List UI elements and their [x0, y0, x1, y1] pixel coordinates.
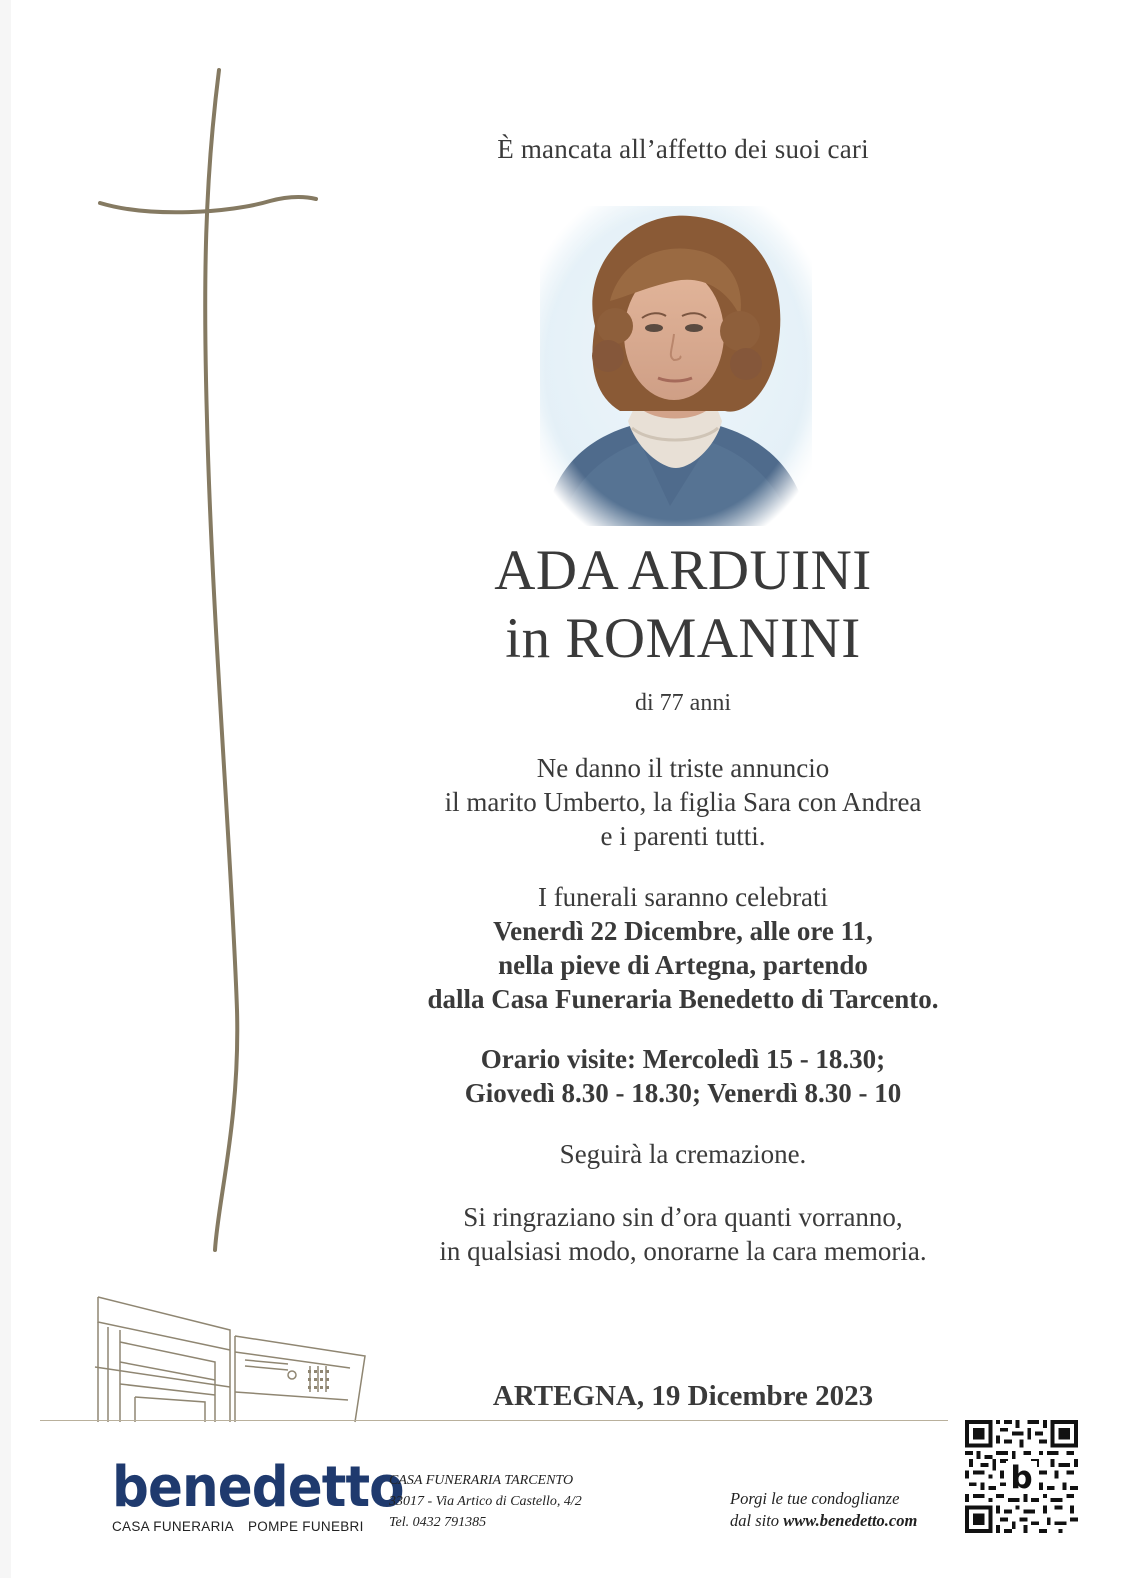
funeral-block	[340, 880, 1026, 1016]
condolence-prefix: dal sito	[730, 1511, 784, 1530]
address-line: CASA FUNERARIA TARCENTO	[389, 1473, 574, 1488]
condolence-line-2	[730, 1510, 917, 1532]
deceased-name: ADA ARDUINI	[494, 539, 872, 602]
thanks-block	[340, 1200, 1026, 1268]
address-line: 33017 - Via Artico di Castello, 4/2	[389, 1494, 582, 1509]
condolence-note	[730, 1488, 917, 1532]
benedetto-logo	[112, 1455, 429, 1534]
visit-hours-line: Orario visite: Mercoledì 15 - 18.30;	[480, 1044, 886, 1074]
announcement-line: e i parenti tutti.	[600, 821, 766, 851]
condolence-website-link[interactable]: www.benedetto.com	[783, 1511, 918, 1530]
logo-wordmark: benedetto	[112, 1455, 404, 1520]
logo-tagline-left: CASA FUNERARIA	[112, 1519, 234, 1534]
funeral-home-address	[389, 1470, 582, 1533]
funeral-detail-line: Venerdì 22 Dicembre, alle ore 11,	[493, 916, 873, 946]
logo-tagline	[112, 1519, 429, 1534]
cremation-text: Seguirà la cremazione.	[559, 1139, 807, 1169]
announcement-line: il marito Umberto, la figlia Sara con Andrea	[444, 787, 922, 817]
logo-tagline-right: POMPE FUNEBRI	[247, 1519, 364, 1534]
funeral-detail-line: nella pieve di Artegna, partendo	[498, 950, 868, 980]
qr-center-letter: b	[1010, 1459, 1033, 1496]
thanks-line: in qualsiasi modo, onorarne la cara memoria.	[439, 1236, 927, 1266]
visit-hours-block	[340, 1042, 1026, 1110]
thanks-line: Si ringraziano sin d’ora quanti vorranno,	[463, 1202, 903, 1232]
age-text: di 77 anni	[635, 690, 731, 716]
portrait-photo	[540, 206, 812, 526]
condolence-line: Porgi le tue condoglianze	[730, 1489, 900, 1508]
dateline: ARTEGNA, 19 Dicembre 2023	[492, 1380, 874, 1412]
address-line: Tel. 0432 791385	[389, 1515, 487, 1530]
cross-icon	[0, 0, 330, 1260]
deceased-married-name: in ROMANINI	[505, 607, 861, 670]
intro-text: È mancata all’affetto dei suoi cari	[497, 134, 869, 164]
footer-divider	[40, 1420, 948, 1421]
announcement-block	[340, 751, 1026, 853]
visit-hours-line: Giovedì 8.30 - 18.30; Venerdì 8.30 - 10	[464, 1078, 902, 1108]
announcement-line: Ne danno il triste annuncio	[536, 753, 830, 783]
funeral-intro: I funerali saranno celebrati	[537, 882, 829, 912]
building-illustration	[30, 1292, 375, 1427]
qr-code[interactable]	[965, 1420, 1078, 1533]
funeral-detail-line: dalla Casa Funeraria Benedetto di Tarcento.	[427, 984, 939, 1014]
